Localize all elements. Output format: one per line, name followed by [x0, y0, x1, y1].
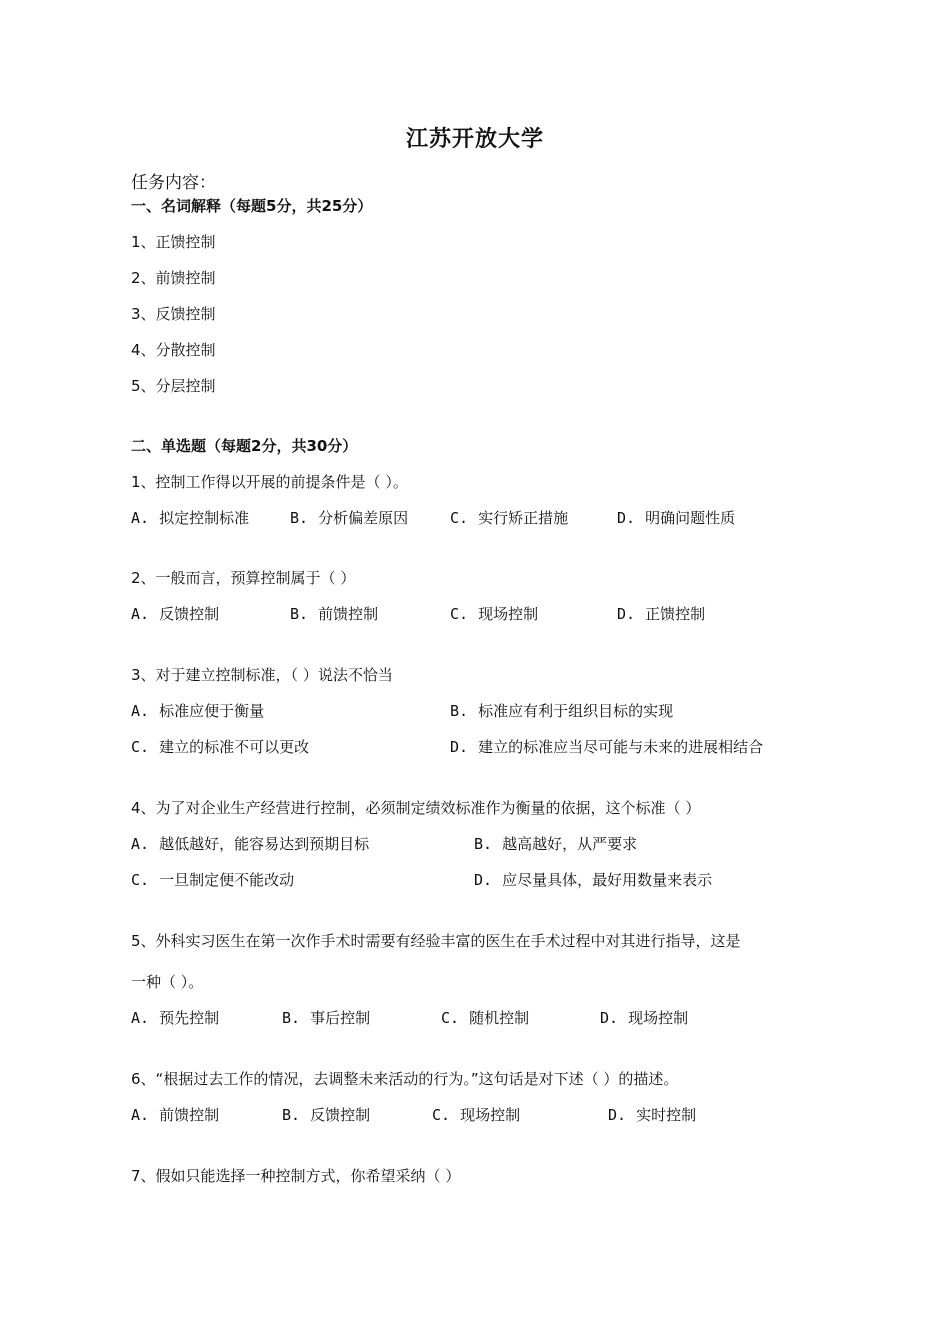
option-d: D. 现场控制	[600, 1009, 689, 1027]
option-c: C. 现场控制	[450, 605, 539, 623]
question-stem-line2: 一种（ ）。	[131, 973, 204, 991]
option-c: C. 随机控制	[441, 1009, 530, 1027]
section-heading: 二、单选题（每题2分，共30分）	[131, 437, 358, 455]
question-stem: 6、“根据过去工作的情况，去调整未来活动的行为。”这句话是对下述（ ）的描述。	[131, 1070, 679, 1088]
term-item: 5、分层控制	[131, 377, 216, 395]
option-a: A. 预先控制	[131, 1009, 220, 1027]
option-c: C. 实行矫正措施	[450, 509, 569, 527]
option-d: D. 正馈控制	[617, 605, 706, 623]
option-c: C. 建立的标准不可以更改	[131, 738, 310, 756]
option-a: A. 反馈控制	[131, 605, 220, 623]
question-stem: 2、一般而言，预算控制属于（ ）	[131, 569, 356, 587]
term-item: 3、反馈控制	[131, 305, 216, 323]
term-item: 1、正馈控制	[131, 233, 216, 251]
question-stem: 3、对于建立控制标准，（ ）说法不恰当	[131, 666, 393, 684]
option-a: A. 越低越好，能容易达到预期目标	[131, 835, 370, 853]
option-c: C. 现场控制	[432, 1106, 521, 1124]
option-a: A. 标准应便于衡量	[131, 702, 265, 720]
option-d: D. 建立的标准应当尽可能与未来的进展相结合	[450, 738, 764, 756]
option-b: B. 分析偏差原因	[290, 509, 409, 527]
question-stem: 7、假如只能选择一种控制方式，你希望采纳（ ）	[131, 1167, 461, 1185]
question-stem: 1、控制工作得以开展的前提条件是（ ）。	[131, 473, 408, 491]
option-b: B. 前馈控制	[290, 605, 379, 623]
page-title: 江苏开放大学	[405, 127, 544, 152]
section-heading: 一、名词解释（每题5分，共25分）	[131, 197, 373, 215]
option-a: A. 前馈控制	[131, 1106, 220, 1124]
option-b: B. 反馈控制	[282, 1106, 371, 1124]
term-item: 2、前馈控制	[131, 269, 216, 287]
term-item: 4、分散控制	[131, 341, 216, 359]
task-label: 任务内容：	[131, 173, 216, 193]
option-b: B. 标准应有利于组织目标的实现	[450, 702, 674, 720]
option-d: D. 明确问题性质	[617, 509, 736, 527]
option-d: D. 实时控制	[608, 1106, 697, 1124]
option-d: D. 应尽量具体，最好用数量来表示	[474, 871, 713, 889]
question-stem-line1: 5、外科实习医生在第一次作手术时需要有经验丰富的医生在手术过程中对其进行指导，这是	[131, 932, 741, 950]
option-c: C. 一旦制定便不能改动	[131, 871, 295, 889]
option-b: B. 事后控制	[282, 1009, 371, 1027]
question-stem: 4、为了对企业生产经营进行控制，必须制定绩效标准作为衡量的依据，这个标准（ ）	[131, 799, 701, 817]
option-b: B. 越高越好，从严要求	[474, 835, 638, 853]
option-a: A. 拟定控制标准	[131, 509, 250, 527]
